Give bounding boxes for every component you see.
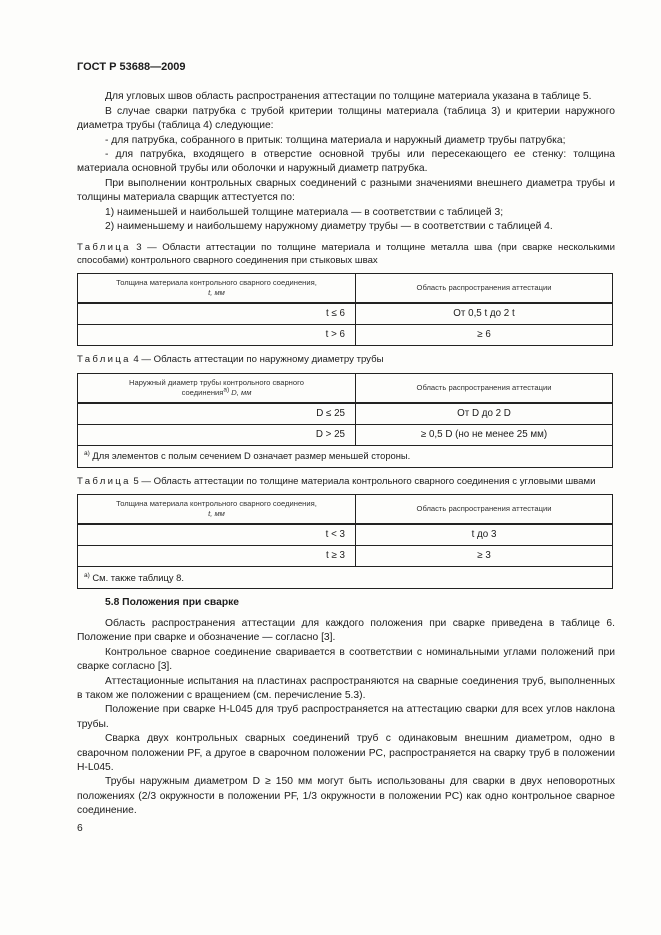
table-caption-text: 3 — Области аттестации по толщине материала и толщине металла шва (при сварке несколькими способами) контрольного сварного соединения при стыковых швах	[77, 242, 615, 266]
table-column-header: Область распространения аттестации	[356, 373, 613, 403]
list-item: - для патрубка, собранного в притык: толщина материала и наружный диаметр трубы патрубка;	[105, 134, 566, 146]
table-column-header: Область распространения аттестации	[356, 495, 613, 525]
table-cell: ≥ 6	[356, 325, 613, 346]
paragraph: Область распространения аттестации для каждого положения при сварке приведена в таблице 6. Положение при сварке и обозначение — согласно [3].	[77, 617, 615, 644]
table-label: Таблица	[77, 242, 131, 254]
paragraph: Сварка двух контрольных сварных соединений труб с одинаковым внешним диаметром, одно в сварочном положении PF, а другое в сварочном положении PC, распространяется на сварку труб в положении Н-L045.	[77, 733, 615, 773]
paragraph: В случае сварки патрубка с трубой критерии толщины материала (таблица 3) и критерии наружного диаметра трубы (таблица 4) следующие:	[77, 105, 615, 132]
paragraph: Положение при сварке Н-L045 для труб распространяется на аттестацию сварки для всех углов наклона трубы.	[77, 704, 615, 730]
table-cell: t ≤ 6	[78, 303, 356, 325]
table-row	[78, 325, 613, 346]
table-label: Таблица	[77, 354, 131, 366]
table-column-header: Толщина материала контрольного сварного соединения, t, мм	[78, 495, 356, 525]
table-footnote: $^{а)}$ См. также таблицу 8.	[78, 567, 613, 589]
paragraph: Контрольное сварное соединение сваривается в соответствии с номинальными углами положений при сварке согласно [3].	[77, 646, 615, 673]
table-cell: t > 6	[78, 325, 356, 346]
table-row	[78, 546, 613, 567]
table-cell: D > 25	[78, 424, 356, 445]
paragraph: Трубы наружным диаметром D ≥ 150 мм могут быть использованы для сварки в двух неповоротных положениях (2/3 окружности в положении PF, 1/3 окружности в положении PC) как одно контрольное сварное соединение.	[77, 776, 615, 817]
table-column-header: Толщина материала контрольного сварного соединения, t, мм	[78, 274, 356, 304]
table-3	[77, 273, 613, 346]
section-title: 5.8 Положения при сварке	[105, 597, 239, 609]
table-5	[77, 494, 613, 589]
table-4-caption	[77, 354, 615, 367]
table-cell: ≥ 3	[356, 546, 613, 567]
table-cell: t ≥ 3	[78, 546, 356, 567]
paragraph: При выполнении контрольных сварных соединений с разными значениями внешнего диаметра трубы и толщины материала сварщик аттестуется по:	[77, 177, 615, 204]
paragraph: Аттестационные испытания на пластинах распространяются на сварные соединения труб, выполненных в таком же положении с вращением (см. перечисление 5.3).	[77, 675, 615, 701]
list-item: 2) наименьшему и наибольшему наружному диаметру трубы — в соответствии с таблицей 4.	[105, 221, 553, 233]
table-3-caption	[77, 242, 615, 267]
list-item: 1) наименьшей и наибольшей толщине материала — в соответствии с таблицей 3;	[105, 206, 504, 218]
table-row	[78, 403, 613, 425]
table-label: Таблица	[77, 475, 131, 487]
table-cell: t < 3	[78, 524, 356, 546]
table-5-caption	[77, 476, 615, 489]
table-row	[78, 303, 613, 325]
table-row	[78, 424, 613, 445]
table-header-row	[78, 274, 613, 304]
table-footnote: $^{а)}$ Для элементов с полым сечением D означает размер меньшей стороны.	[78, 445, 613, 467]
table-cell: От D до 2 D	[356, 403, 613, 425]
page-number: 6	[77, 822, 83, 834]
table-caption-text: 5 — Область аттестации по толщине материала контрольного сварного соединения с угловыми швами	[130, 475, 596, 487]
table-column-header: Наружный диаметр трубы контрольного сварного соединения$^{а)}$ D, мм	[78, 373, 356, 403]
table-cell: От 0,5 t до 2 t	[356, 303, 613, 325]
table-caption-text: 4 — Область аттестации по наружному диаметру трубы	[130, 354, 384, 366]
table-footnote-row	[78, 567, 613, 589]
list-item: - для патрубка, входящего в отверстие основной трубы или пересекающего ее стенку: толщина материала основной трубы или оболочки и наружный диаметр патрубка.	[77, 149, 615, 175]
table-column-header: Область распространения аттестации	[356, 274, 613, 304]
table-footnote-row	[78, 445, 613, 467]
document-header: ГОСТ Р 53688—2009	[77, 61, 186, 73]
table-header-row	[78, 373, 613, 403]
paragraph: Для угловых швов область распространения аттестации по толщине материала указана в таблице 5.	[105, 91, 592, 103]
table-cell: ≥ 0,5 D (но не менее 25 мм)	[356, 424, 613, 445]
table-cell: t до 3	[356, 524, 613, 546]
table-header-row	[78, 495, 613, 525]
table-row	[78, 524, 613, 546]
table-4	[77, 373, 613, 468]
table-cell: D ≤ 25	[78, 403, 356, 425]
